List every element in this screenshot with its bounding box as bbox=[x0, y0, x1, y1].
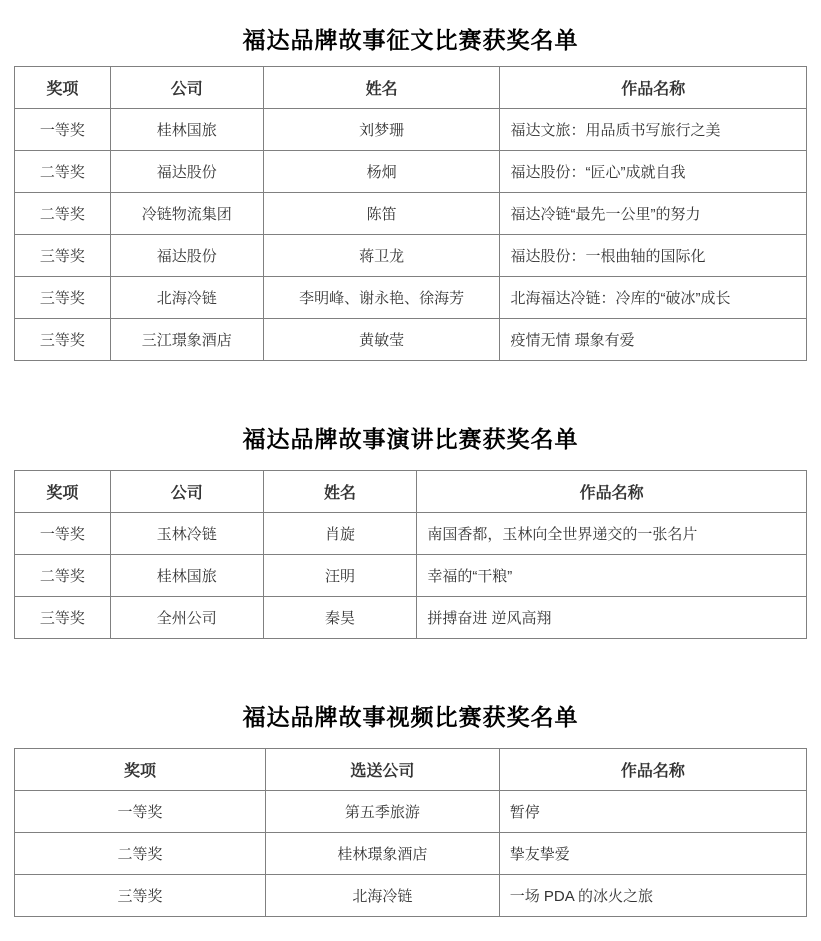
table-cell: 二等奖 bbox=[15, 192, 111, 234]
table-cell: 二等奖 bbox=[15, 150, 111, 192]
table-cell: 北海冷链 bbox=[110, 276, 263, 318]
table-cell: 三等奖 bbox=[15, 874, 266, 916]
table-cell: 玉林冷链 bbox=[110, 512, 263, 554]
header-row bbox=[15, 66, 807, 108]
table-cell: 桂林璟象酒店 bbox=[266, 832, 500, 874]
table-cell: 三等奖 bbox=[15, 318, 111, 360]
column-header: 姓名 bbox=[263, 66, 500, 108]
table-cell: 秦昊 bbox=[263, 596, 417, 638]
column-header: 奖项 bbox=[15, 748, 266, 790]
table-row bbox=[15, 150, 807, 192]
table-row bbox=[15, 192, 807, 234]
work-title-cell: 福达冷链“最先一公里”的努力 bbox=[500, 192, 807, 234]
work-title-cell: 拼搏奋进 逆风高翔 bbox=[417, 596, 807, 638]
header-row bbox=[15, 470, 807, 512]
work-title-cell: 暂停 bbox=[499, 790, 806, 832]
work-title-cell: 南国香都，玉林向全世界递交的一张名片 bbox=[417, 512, 807, 554]
table-row bbox=[15, 108, 807, 150]
work-title-cell: 挚友挚爱 bbox=[499, 832, 806, 874]
table-cell: 肖旋 bbox=[263, 512, 417, 554]
table-cell: 二等奖 bbox=[15, 832, 266, 874]
work-title-cell: 疫情无情 璟象有爱 bbox=[500, 318, 807, 360]
table-row bbox=[15, 554, 807, 596]
video-contest-section bbox=[14, 703, 807, 917]
table-cell: 三等奖 bbox=[15, 276, 111, 318]
table-row bbox=[15, 874, 807, 916]
table-cell: 冷链物流集团 bbox=[110, 192, 263, 234]
table-cell: 第五季旅游 bbox=[266, 790, 500, 832]
table-row bbox=[15, 234, 807, 276]
table-cell: 桂林国旅 bbox=[110, 554, 263, 596]
speech-contest-section bbox=[14, 425, 807, 639]
column-header: 选送公司 bbox=[266, 748, 500, 790]
table-row bbox=[15, 832, 807, 874]
column-header: 奖项 bbox=[15, 66, 111, 108]
work-title-cell: 北海福达冷链：冷库的“破冰”成长 bbox=[500, 276, 807, 318]
header-row bbox=[15, 748, 807, 790]
column-header: 公司 bbox=[110, 66, 263, 108]
table-cell: 北海冷链 bbox=[266, 874, 500, 916]
essay-contest-section bbox=[14, 26, 807, 361]
table-cell: 李明峰、谢永艳、徐海芳 bbox=[263, 276, 500, 318]
column-header: 姓名 bbox=[263, 470, 417, 512]
work-title-cell: 福达股份：“匠心”成就自我 bbox=[500, 150, 807, 192]
table-cell: 福达股份 bbox=[110, 234, 263, 276]
table-cell: 一等奖 bbox=[15, 108, 111, 150]
column-header: 公司 bbox=[110, 470, 263, 512]
table-row bbox=[15, 790, 807, 832]
work-title-cell: 一场 PDA 的冰火之旅 bbox=[499, 874, 806, 916]
table-cell: 三等奖 bbox=[15, 596, 111, 638]
table-cell: 黄敏莹 bbox=[263, 318, 500, 360]
video-contest-table bbox=[14, 748, 807, 917]
table-cell: 刘梦珊 bbox=[263, 108, 500, 150]
table-cell: 桂林国旅 bbox=[110, 108, 263, 150]
table-cell: 二等奖 bbox=[15, 554, 111, 596]
table-cell: 一等奖 bbox=[15, 512, 111, 554]
video-contest-title: 福达品牌故事视频比赛获奖名单 bbox=[242, 703, 579, 730]
column-header: 作品名称 bbox=[499, 748, 806, 790]
work-title-cell: 福达文旅：用品质书写旅行之美 bbox=[500, 108, 807, 150]
table-row bbox=[15, 276, 807, 318]
table-cell: 一等奖 bbox=[15, 790, 266, 832]
column-header: 作品名称 bbox=[417, 470, 807, 512]
table-cell: 蒋卫龙 bbox=[263, 234, 500, 276]
essay-contest-table bbox=[14, 66, 807, 361]
table-cell: 陈笛 bbox=[263, 192, 500, 234]
table-cell: 福达股份 bbox=[110, 150, 263, 192]
column-header: 奖项 bbox=[15, 470, 111, 512]
table-cell: 三等奖 bbox=[15, 234, 111, 276]
table-row bbox=[15, 318, 807, 360]
table-cell: 三江璟象酒店 bbox=[110, 318, 263, 360]
table-row bbox=[15, 512, 807, 554]
column-header: 作品名称 bbox=[500, 66, 807, 108]
table-cell: 杨炯 bbox=[263, 150, 500, 192]
work-title-cell: 幸福的“干粮” bbox=[417, 554, 807, 596]
table-cell: 汪明 bbox=[263, 554, 417, 596]
work-title-cell: 福达股份：一根曲轴的国际化 bbox=[500, 234, 807, 276]
speech-contest-title: 福达品牌故事演讲比赛获奖名单 bbox=[242, 425, 579, 452]
table-row bbox=[15, 596, 807, 638]
essay-contest-title: 福达品牌故事征文比赛获奖名单 bbox=[242, 27, 579, 53]
table-cell: 全州公司 bbox=[110, 596, 263, 638]
speech-contest-table bbox=[14, 470, 807, 639]
